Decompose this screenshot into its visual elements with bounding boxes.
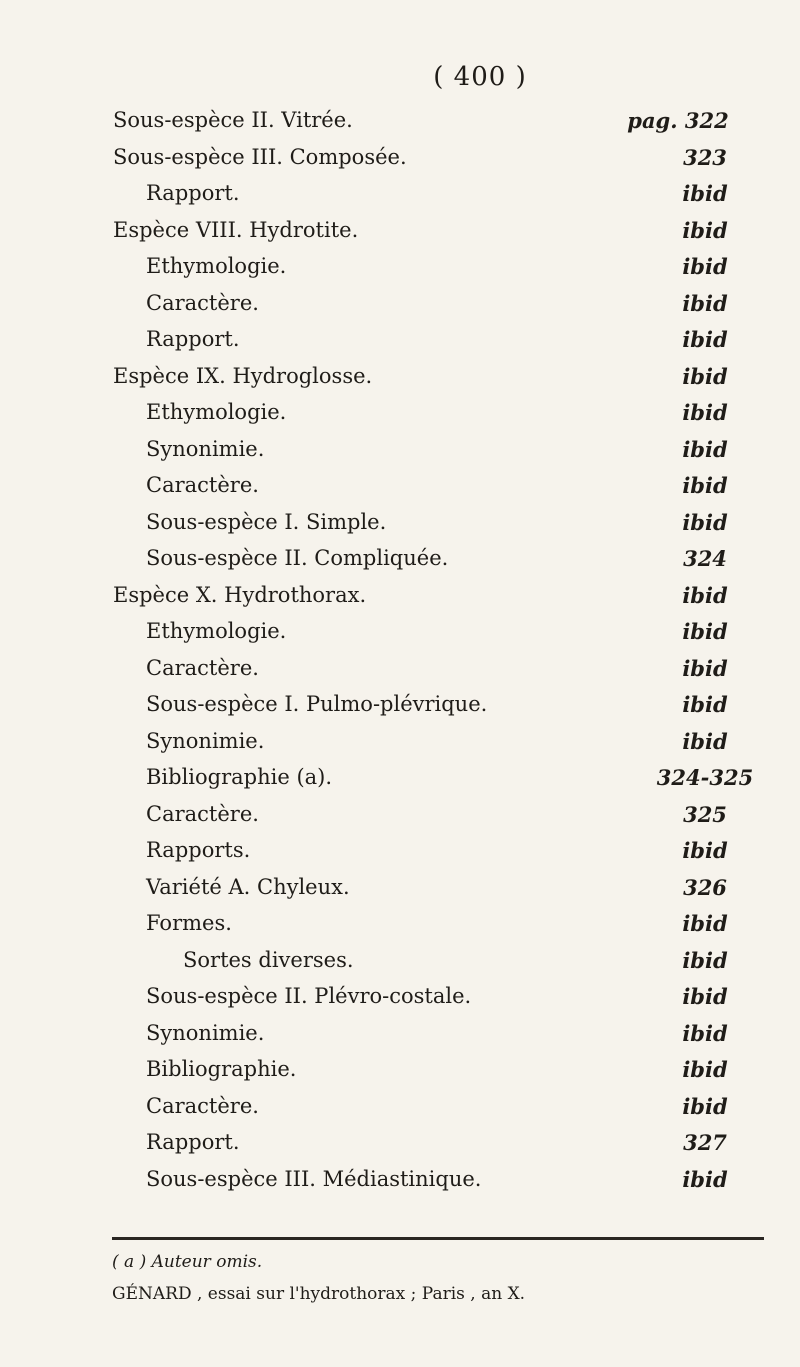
entry-page: ibid <box>682 1093 728 1119</box>
entry-label: Caractère. <box>146 655 259 680</box>
entry-label: Caractère. <box>146 473 259 497</box>
list-item <box>0 765 800 802</box>
entry-page: ibid <box>682 217 728 243</box>
entry-page: 324 <box>683 546 727 571</box>
entry-page: ibid <box>682 947 728 973</box>
entry-label: Sous-espèce II. Vitrée. <box>113 108 353 132</box>
list-item <box>0 108 800 145</box>
list-item <box>0 327 800 364</box>
entry-label: Bibliographie. <box>146 1057 297 1081</box>
list-item <box>0 400 800 437</box>
entry-page: 325 <box>683 801 727 827</box>
entry-label: Rapport. <box>146 181 240 205</box>
entry-label: Sous-espèce II. Plévro-costale. <box>146 984 472 1008</box>
entry-label: Caractère. <box>146 801 259 826</box>
entry-page: ibid <box>682 181 728 206</box>
list-item <box>0 437 800 474</box>
list-item <box>0 1094 800 1131</box>
entry-label: Formes. <box>146 911 232 935</box>
entry-page: ibid <box>682 290 728 316</box>
entry-page: ibid <box>682 655 728 681</box>
entry-label: Caractère. <box>146 1093 259 1118</box>
list-item <box>0 473 800 510</box>
list-item <box>0 838 800 875</box>
entry-label: Espèce VIII. Hydrotite. <box>113 217 359 242</box>
entry-page: ibid <box>682 400 728 425</box>
list-item <box>0 1167 800 1204</box>
list-item <box>0 218 800 255</box>
entry-label: Ethymologie. <box>146 254 287 278</box>
page-header <box>0 62 800 92</box>
entry-label: Espèce IX. Hydroglosse. <box>113 363 373 388</box>
entry-label: Synonimie. <box>146 728 265 753</box>
entry-page: ibid <box>682 1020 728 1046</box>
entry-page: ibid <box>682 582 728 608</box>
list-item <box>0 1021 800 1058</box>
entry-page: ibid <box>682 1057 728 1082</box>
footnote-divider <box>112 1237 764 1240</box>
table-of-contents <box>0 108 800 1203</box>
entry-page: 324-325 <box>656 765 754 790</box>
list-item <box>0 911 800 948</box>
entry-page: pag. 322 <box>627 108 729 133</box>
entry-page: ibid <box>682 254 728 279</box>
entry-label: Espèce X. Hydrothorax. <box>113 582 367 607</box>
entry-label: Synonimie. <box>146 1020 265 1045</box>
entry-page: ibid <box>682 1166 728 1192</box>
entry-page: ibid <box>682 838 728 863</box>
entry-label: Variété A. Chyleux. <box>146 874 350 899</box>
list-item <box>0 1057 800 1094</box>
entry-page: ibid <box>682 327 728 352</box>
entry-page: 323 <box>683 144 727 170</box>
list-item <box>0 619 800 656</box>
entry-label: Sous-espèce I. Pulmo-plévrique. <box>146 692 488 716</box>
entry-label: Sous-espèce III. Composée. <box>113 144 407 169</box>
entry-label: Sous-espèce I. Simple. <box>146 509 387 534</box>
entry-label: Synonimie. <box>146 436 265 461</box>
entry-label: Ethymologie. <box>146 400 287 424</box>
page-number: ( 400 ) <box>433 62 527 92</box>
list-item <box>0 291 800 328</box>
list-item <box>0 984 800 1021</box>
entry-label: Rapport. <box>146 327 240 351</box>
entry-page: 327 <box>683 1130 727 1155</box>
entry-label: Caractère. <box>146 290 259 315</box>
entry-page: ibid <box>682 363 728 389</box>
list-item <box>0 729 800 766</box>
list-item <box>0 875 800 912</box>
list-item <box>0 802 800 839</box>
entry-page: ibid <box>682 911 728 936</box>
entry-page: 326 <box>683 874 727 900</box>
entry-page: ibid <box>682 692 728 717</box>
entry-page: ibid <box>682 619 728 644</box>
entry-page: ibid <box>682 509 728 535</box>
list-item <box>0 948 800 985</box>
entry-page: ibid <box>682 728 728 754</box>
list-item <box>0 181 800 218</box>
entry-page: ibid <box>682 473 728 498</box>
list-item <box>0 1130 800 1167</box>
footnote-a: ( a ) Auteur omis. <box>112 1252 263 1272</box>
entry-label: Sortes diverses. <box>183 947 354 972</box>
entry-label: Sous-espèce III. Médiastinique. <box>146 1166 482 1191</box>
list-item <box>0 546 800 583</box>
column-header: pag. <box>627 108 678 133</box>
list-item <box>0 583 800 620</box>
list-item <box>0 510 800 547</box>
footnotes <box>112 1252 525 1304</box>
footnote-reference: GÉNARD , essai sur l'hydrothorax ; Paris , an X. <box>112 1284 526 1304</box>
list-item <box>0 692 800 729</box>
entry-label: Sous-espèce II. Compliquée. <box>146 546 449 570</box>
list-item <box>0 364 800 401</box>
list-item <box>0 145 800 182</box>
entry-page: ibid <box>682 984 728 1009</box>
list-item <box>0 254 800 291</box>
entry-label: Rapport. <box>146 1130 240 1154</box>
list-item <box>0 656 800 693</box>
entry-page: ibid <box>682 436 728 462</box>
entry-label: Rapports. <box>146 838 251 862</box>
entry-label: Bibliographie (a). <box>146 765 333 789</box>
entry-label: Ethymologie. <box>146 619 287 643</box>
